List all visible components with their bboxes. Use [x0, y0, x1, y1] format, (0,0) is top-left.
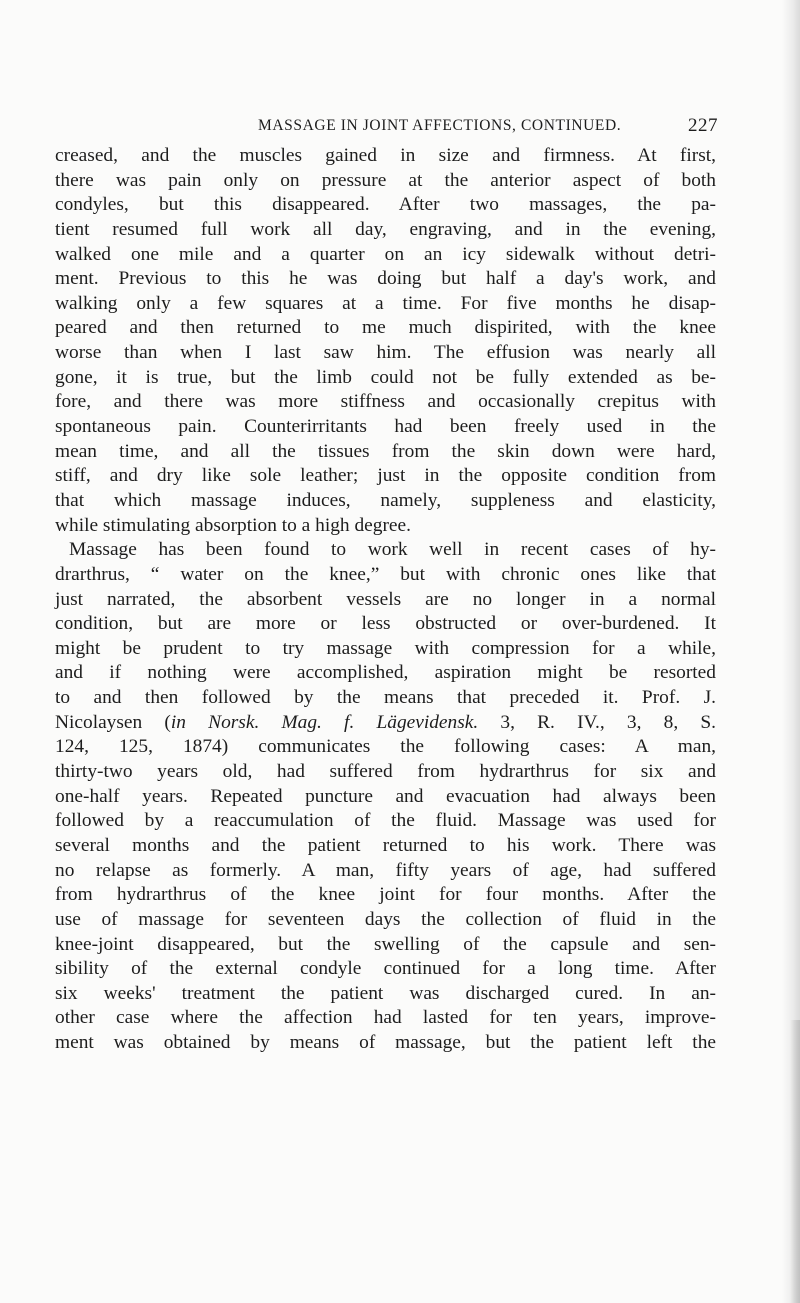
- text-line: worse than when I last saw him. The effusion was nearly all: [55, 342, 716, 364]
- text-line: mean time, and all the tissues from the skin down were hard,: [55, 440, 716, 462]
- text-line: there was pain only on pressure at the anterior aspect of both: [55, 169, 716, 191]
- text-line: tient resumed full work all day, engraving, and in the evening,: [55, 218, 716, 240]
- text-line: one-half years. Repeated puncture and evacuation had always been: [55, 785, 716, 807]
- text-line: ment. Previous to this he was doing but half a day's work, and: [55, 268, 716, 290]
- text-line: peared and then returned to me much dispirited, with the knee: [55, 317, 716, 339]
- text-line: Massage has been found to work well in recent cases of hy-: [69, 539, 716, 561]
- text-line: from hydrarthrus of the knee joint for four months. After the: [55, 884, 716, 906]
- text-line: walking only a few squares at a time. For five months he disap-: [55, 292, 716, 314]
- text-line: use of massage for seventeen days the collection of fluid in the: [55, 908, 716, 930]
- text-line: and if nothing were accomplished, aspiration might be resorted: [55, 662, 716, 684]
- page-number: 227: [688, 115, 718, 136]
- text-line: Nicolaysen (in Norsk. Mag. f. Lägevidensk. 3, R. IV., 3, 8, S.: [55, 711, 716, 733]
- text-line: no relapse as formerly. A man, fifty years of age, had suffered: [55, 859, 716, 881]
- text-line: while stimulating absorption to a high degree.: [55, 514, 411, 536]
- text-line: sibility of the external condyle continued for a long time. After: [55, 958, 716, 980]
- text-line: spontaneous pain. Counterirritants had been freely used in the: [55, 416, 716, 438]
- text-line: followed by a reaccumulation of the fluid. Massage was used for: [55, 810, 716, 832]
- page-edge-mark: [790, 1020, 800, 1303]
- text-line: stiff, and dry like sole leather; just in the opposite condition from: [55, 465, 716, 487]
- running-title: MASSAGE IN JOINT AFFECTIONS, CONTINUED.: [258, 117, 622, 134]
- text-line: 124, 125, 1874) communicates the following cases: A man,: [55, 736, 716, 758]
- body-text: [55, 144, 716, 1056]
- text-line: creased, and the muscles gained in size and firmness. At first,: [55, 145, 716, 166]
- citation-italic: in Norsk. Mag. f. Lägevidensk.: [170, 711, 479, 733]
- text-line: condition, but are more or less obstructed or over-burdened. It: [55, 613, 716, 635]
- text-line: knee-joint disappeared, but the swelling of the capsule and sen-: [55, 933, 716, 955]
- text-line: six weeks' treatment the patient was discharged cured. In an-: [55, 982, 716, 1004]
- text-line: walked one mile and a quarter on an icy sidewalk without detri-: [55, 243, 716, 265]
- text-line: might be prudent to try massage with compression for a while,: [55, 637, 716, 659]
- text-line: just narrated, the absorbent vessels are no longer in a normal: [55, 588, 716, 610]
- running-head: [258, 117, 718, 139]
- text-line: other case where the affection had lasted for ten years, improve-: [55, 1007, 716, 1029]
- text-line: ment was obtained by means of massage, but the patient left the: [55, 1032, 716, 1054]
- text-line: that which massage induces, namely, suppleness and elasticity,: [55, 489, 716, 511]
- text-line: several months and the patient returned to his work. There was: [55, 834, 716, 856]
- text-line: to and then followed by the means that preceded it. Prof. J.: [55, 687, 716, 709]
- text-line: fore, and there was more stiffness and occasionally crepitus with: [55, 391, 716, 413]
- text-line: condyles, but this disappeared. After two massages, the pa-: [55, 194, 716, 216]
- text-line: thirty-two years old, had suffered from hydrarthrus for six and: [55, 761, 716, 783]
- text-line: gone, it is true, but the limb could not be fully extended as be-: [55, 366, 716, 388]
- text-line: drarthrus, “ water on the knee,” but with chronic ones like that: [55, 563, 716, 585]
